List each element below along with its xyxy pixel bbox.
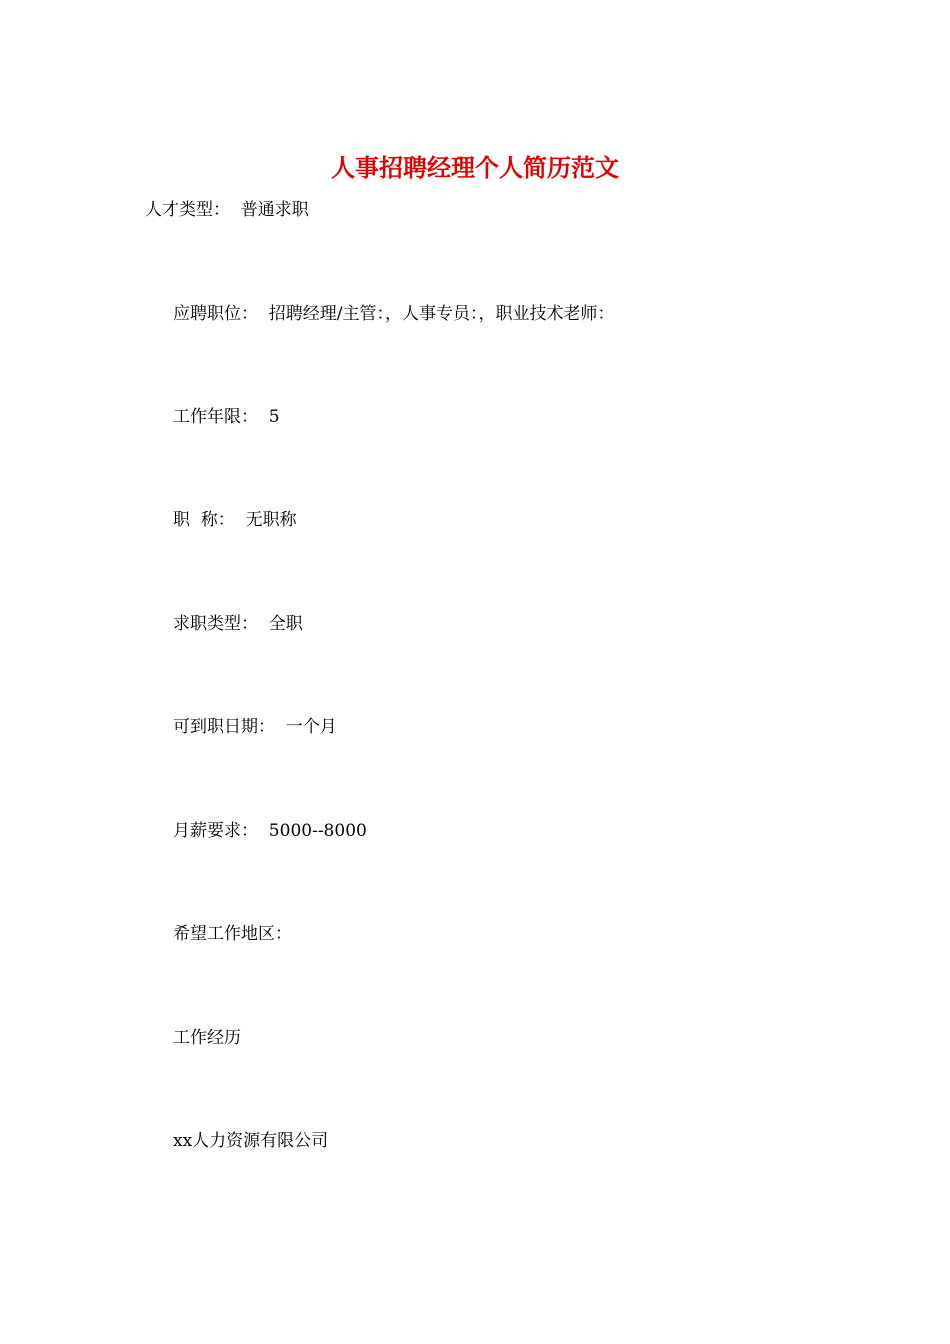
talent-type-line: 人才类型： 普通求职 xyxy=(145,200,309,220)
salary-line: 月薪要求： 5000--8000 xyxy=(173,821,367,841)
work-years-line: 工作年限： 5 xyxy=(173,407,280,427)
work-experience-heading: 工作经历 xyxy=(173,1028,241,1048)
page-title: 人事招聘经理个人简历范文 xyxy=(331,153,619,182)
job-type-line: 求职类型： 全职 xyxy=(173,614,303,634)
applied-position-line: 应聘职位： 招聘经理/主管：，人事专员：，职业技术老师： xyxy=(173,304,615,324)
available-date-line: 可到职日期： 一个月 xyxy=(173,717,337,737)
company-name-line: xx人力资源有限公司 xyxy=(173,1131,329,1151)
job-title-line: 职 称： 无职称 xyxy=(173,510,297,530)
work-region-line: 希望工作地区： xyxy=(173,924,292,944)
